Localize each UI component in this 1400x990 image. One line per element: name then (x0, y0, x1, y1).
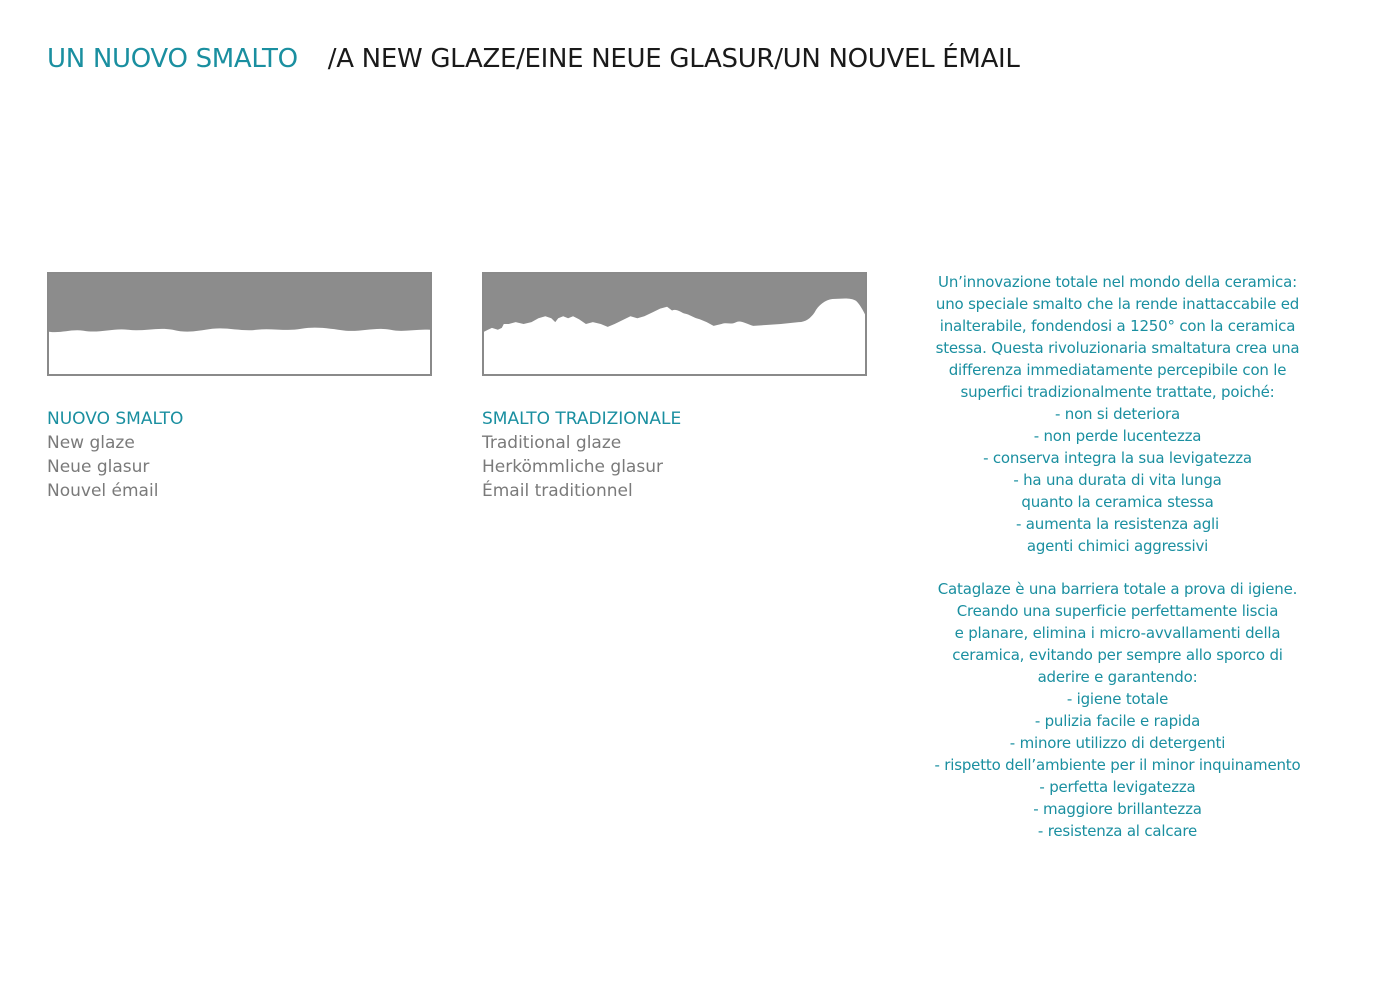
title-translations: /A NEW GLAZE/EINE NEUE GLASUR/UN NOUVEL ÉMAIL (327, 44, 1020, 74)
text-line: ceramica, evitando per sempre allo sporco di (952, 646, 1283, 664)
text-line: - igiene totale (1066, 690, 1169, 708)
text-line: inalterabile, fondendosi a 1250° con la ceramica (939, 317, 1296, 335)
text-line: - resistenza al calcare (1037, 822, 1198, 840)
text-line: aderire e garantendo: (1037, 668, 1198, 686)
text-line: superfici tradizionalmente trattate, poiché: (960, 383, 1275, 401)
text-line: - ha una durata di vita lunga (1013, 471, 1222, 489)
text-line: stessa. Questa rivoluzionaria smaltatura crea una (935, 339, 1300, 357)
text-line: quanto la ceramica stessa (1021, 493, 1214, 511)
new-glaze-heading: NUOVO SMALTO (47, 409, 184, 429)
new-glaze-en: New glaze (47, 433, 135, 453)
new-glaze-layer (49, 274, 430, 332)
text-line: - maggiore brillantezza (1033, 800, 1202, 818)
text-line: Un’innovazione totale nel mondo della ceramica: (938, 273, 1297, 291)
traditional-glaze-illustration (482, 272, 867, 376)
text-line: - pulizia facile e rapida (1034, 712, 1201, 730)
page-title (47, 44, 1020, 74)
text-line: uno speciale smalto che la rende inattaccabile ed (935, 295, 1300, 313)
text-line: - perfetta levigatezza (1039, 778, 1196, 796)
traditional-glaze-de: Herkömmliche glasur (482, 457, 663, 477)
new-glaze-de: Neue glasur (47, 457, 150, 477)
traditional-glaze-heading: SMALTO TRADIZIONALE (482, 409, 682, 429)
text-line: - rispetto dell’ambiente per il minor inquinamento (934, 756, 1301, 774)
text-line: differenza immediatamente percepibile con le (948, 361, 1287, 379)
description-paragraph-1 (915, 271, 1320, 557)
traditional-glaze-layer (484, 274, 865, 332)
description-paragraph-2 (915, 578, 1320, 842)
new-glaze-caption (47, 407, 183, 503)
text-line: e planare, elimina i micro-avvallamenti della (954, 624, 1281, 642)
text-line: agenti chimici aggressivi (1026, 537, 1209, 555)
text-line: - conserva integra la sua levigatezza (983, 449, 1252, 467)
traditional-glaze-fr: Émail traditionnel (482, 481, 633, 501)
traditional-glaze-en: Traditional glaze (482, 433, 622, 453)
title-italian: UN NUOVO SMALTO (47, 44, 298, 74)
text-line: Cataglaze è una barriera totale a prova di igiene. (937, 580, 1298, 598)
text-line: Creando una superficie perfettamente liscia (956, 602, 1279, 620)
text-line: - minore utilizzo di detergenti (1009, 734, 1226, 752)
text-line: - non si deteriora (1054, 405, 1181, 423)
text-line: - aumenta la resistenza agli (1016, 515, 1219, 533)
new-glaze-illustration (47, 272, 432, 376)
text-line: - non perde lucentezza (1033, 427, 1202, 445)
new-glaze-fr: Nouvel émail (47, 481, 159, 501)
traditional-glaze-caption (482, 407, 681, 503)
